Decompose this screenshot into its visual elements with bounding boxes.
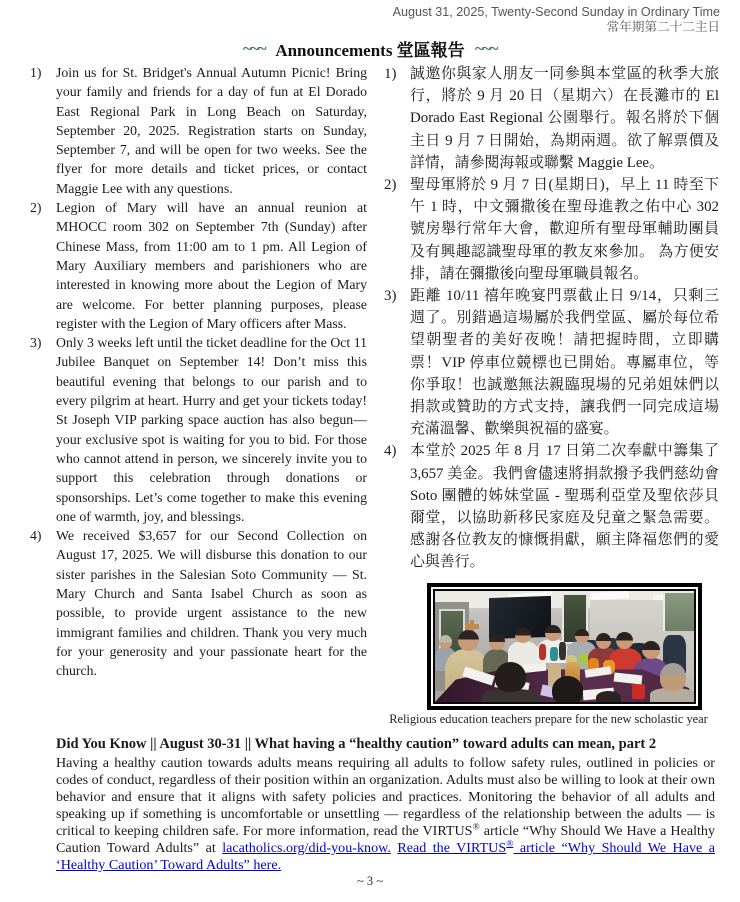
registered-trademark-symbol[interactable]: ® bbox=[506, 839, 514, 850]
link-lacatholics-did-you-know[interactable]: lacatholics.org/did-you-know. bbox=[222, 840, 391, 856]
item-text: We received $3,657 for our Second Collection on August 17, 2025. We will disburse this donation to our sister parishes in the Salesian Soto Community — St. Mary Church and Santa Isabel Church as soon as possible, to provide urgent assistance to the new immigrant families and children. Thank you very much for your generosity and your passionate heart for the church. bbox=[56, 528, 367, 679]
photo-window bbox=[663, 593, 694, 631]
did-you-know-section bbox=[56, 736, 715, 874]
photo-frame bbox=[427, 583, 702, 710]
photo-person-head bbox=[439, 635, 452, 648]
item-number: 3) bbox=[30, 335, 42, 351]
list-item bbox=[384, 440, 719, 573]
item-number: 2) bbox=[384, 177, 397, 194]
photo-person-head bbox=[515, 628, 531, 644]
link-virtus-article[interactable]: article “Why Should We Have a ‘Healthy Caution’ Toward Adults” here. bbox=[56, 840, 715, 873]
page-number: ~ 3 ~ bbox=[356, 874, 384, 888]
list-item bbox=[30, 333, 367, 526]
body-text: article “Why Should We Have a Healthy Caution Toward Adults” at bbox=[56, 823, 716, 856]
tilde-decoration-right: ~~~ bbox=[474, 39, 497, 58]
photo-person-head bbox=[458, 630, 479, 651]
photo-person-head bbox=[552, 676, 583, 704]
list-item bbox=[30, 63, 367, 198]
photo-person-head bbox=[495, 662, 526, 692]
photo-cup bbox=[632, 684, 645, 698]
announcements-chinese-column bbox=[384, 63, 719, 574]
photo-bottle bbox=[539, 644, 547, 660]
link-virtus-article[interactable]: Read the VIRTUS bbox=[397, 840, 507, 856]
item-text: 聖母軍將於 9 月 7 日(星期日)，早上 11 時至下午 1 時，中文彌撒後在聖母進教之佑中心 302 號房舉行常年大會，歡迎所有聖母軍輔助團員及有興趣認識聖母軍的教友來參加。 為方便安排，請在彌撒後向聖母軍職員報名。 bbox=[410, 177, 719, 282]
registered-trademark-symbol: ® bbox=[472, 822, 480, 833]
photo-cup bbox=[579, 654, 588, 664]
item-text: Legion of Mary will have an annual reunion at MHOCC room 302 on September 7th (Sunday) after Chinese Mass, from 11:00 am to 1 pm. All Legion of Mary Auxiliary members and parishioners who are interested in knowing more about the Legion of Mary are welcome. For better planning purposes, please register with the Legion of Mary officers after Mass. bbox=[56, 200, 367, 331]
announcements-english-column bbox=[30, 63, 367, 681]
item-text: Only 3 weeks left until the ticket deadline for the Oct 11 Jubilee Banquet on September 14! Don’t miss this beautiful evening that belongs to our parish and to every pilgrim at heart. Hurry and get your tickets today! St Joseph VIP parking space auction has also begun—your exclusive spot is waiting for you to bid. For those who cannot attend in person, we sincerely invite you to support this celebration through donations or sponsorships. Let’s come together to make this evening one of warmth, joy, and blessings. bbox=[56, 335, 367, 524]
item-text: 本堂於 2025 年 8 月 17 日第二次奉獻中籌集了 3,657 美金。我們會儘速將捐款撥予我們慈幼會 Soto 團體的姊妹堂區 - 聖瑪利亞堂及聖依莎貝爾堂，以協助新移民家庭及兒童之緊急需要。 感謝各位教友的慷慨捐獻，願主降福您們的愛心與善行。 bbox=[410, 443, 719, 571]
list-item bbox=[30, 526, 367, 680]
did-you-know-heading: Did You Know || August 30-31 || What having a “healthy caution” toward adults can mean, part 2 bbox=[56, 736, 657, 752]
title-text: Announcements 堂區報告 bbox=[275, 41, 465, 60]
photo-person-head bbox=[596, 691, 622, 704]
tilde-decoration-left: ~~~ bbox=[243, 39, 266, 58]
item-number: 1) bbox=[30, 65, 42, 80]
body-text: Having a healthy caution towards adults means requiring all adults to follow safety rules, outlined in policies or codes of conduct, regardless of their position within an organization. Adults must also be willing to look at their own behavior and ensure that it aligns with safety policies and practices. Monitoring the behavior of all adults and speaking up if something is uncomfortable or unsettling — regardless of the relationship between the adults — is critical to keeping children safe. For more information, read the VIRTUS bbox=[56, 755, 715, 839]
item-number: 4) bbox=[30, 528, 42, 544]
list-item bbox=[30, 198, 367, 333]
item-number: 4) bbox=[384, 443, 397, 460]
list-item bbox=[384, 285, 719, 440]
item-text: Join us for St. Bridget's Annual Autumn Picnic! Bring your family and friends for a day of fun at El Dorado East Regional Park in Long Beach on Saturday, September 20, 2025. Registration starts on Sunday, September 7, and will be open for two weeks. See the flyer for more details and ticket prices, or contact Maggie Lee with any questions. bbox=[56, 65, 367, 196]
photo-caption: Religious education teachers prepare for the new scholastic year bbox=[389, 712, 708, 726]
date-line-english: August 31, 2025, Twenty-Second Sunday in Ordinary Time bbox=[392, 5, 720, 19]
photo-person-head bbox=[660, 663, 686, 691]
photo-bottle bbox=[559, 642, 565, 660]
item-number: 3) bbox=[384, 288, 397, 305]
crucifix-shape bbox=[465, 624, 480, 628]
did-you-know-body bbox=[56, 755, 715, 874]
photo-person-head bbox=[545, 625, 561, 641]
list-item bbox=[384, 63, 719, 174]
date-line-chinese: 常年期第二十二主日 bbox=[606, 20, 720, 35]
page-header bbox=[393, 5, 720, 36]
photo-person-head bbox=[489, 634, 505, 650]
item-text: 誠邀你與家人朋友一同參與本堂區的秋季大旅行，將於 9 月 20 日（星期六）在長灘市的 El Dorado East Regional 公園舉行。報名將於下個主日 9 月 7 日開始，為期兩週。欲了解票價及詳情，請參閱海報或聯繫 Maggie Lee。 bbox=[410, 66, 719, 171]
item-number: 1) bbox=[384, 66, 397, 82]
item-number: 2) bbox=[30, 200, 42, 216]
photo-bottle bbox=[550, 647, 558, 661]
list-item bbox=[384, 174, 719, 285]
page-title bbox=[0, 36, 740, 61]
item-text: 距離 10/11 禧年晚宴門票截止日 9/14，只剩三週了。別錯過這場屬於我們堂區、屬於每位希望朝聖者的美好夜晚！請把握時間，立即購票！VIP 停車位競標也已開始。專屬車位，等你爭取！也誠邀無法親臨現場的兄弟姐妹們以捐款或贊助的方式支持，讓我們一同完成這場充滿溫馨、歡樂與祝福的盛宴。 bbox=[410, 288, 719, 438]
photo bbox=[433, 589, 696, 704]
photo-person-head bbox=[616, 632, 633, 649]
photo-person-head bbox=[596, 633, 612, 649]
photo-person-head bbox=[642, 641, 660, 659]
